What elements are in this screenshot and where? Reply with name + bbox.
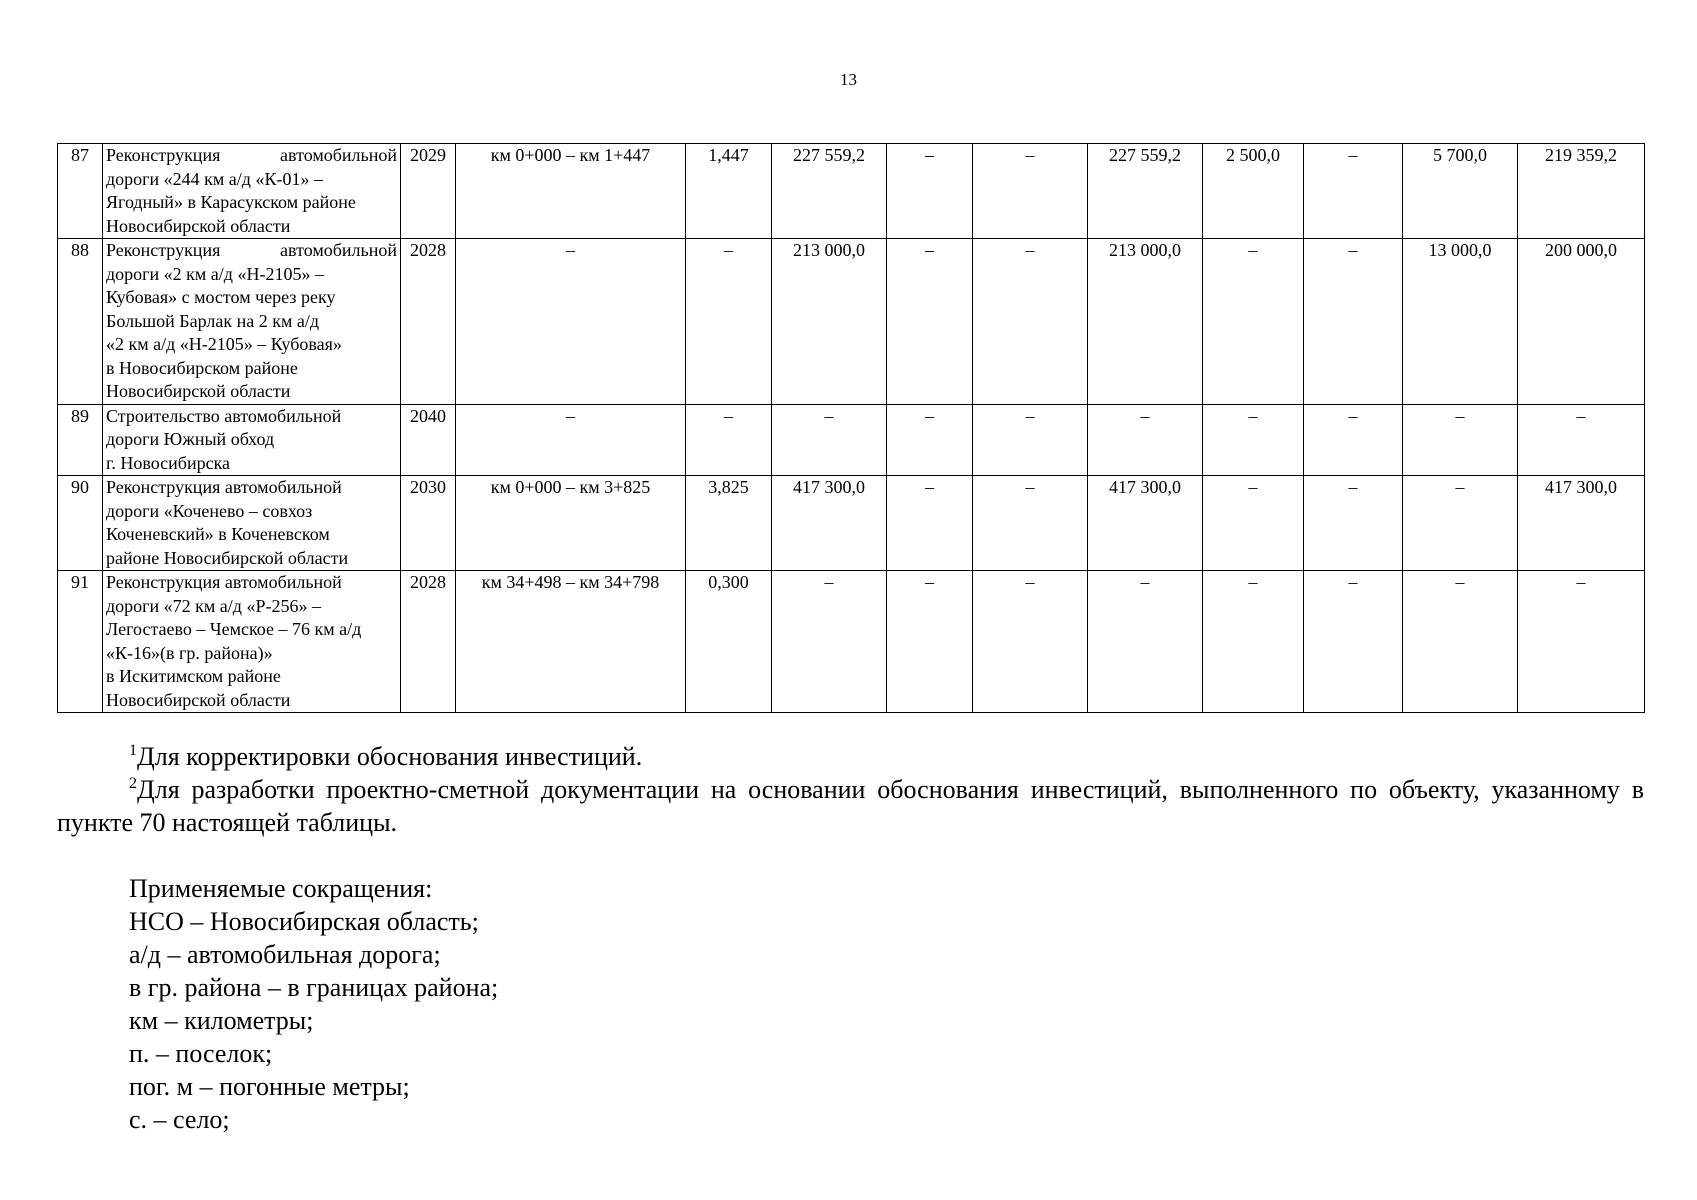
value-cell: – bbox=[1518, 571, 1645, 713]
value-cell: – bbox=[772, 404, 887, 476]
footnote-mark: 1 bbox=[129, 742, 137, 759]
object-name-line: дороги «72 км а/д «Р-256» – bbox=[106, 595, 321, 616]
value-cell: – bbox=[1304, 144, 1403, 239]
value-cell: 227 559,2 bbox=[772, 144, 887, 239]
objects-table bbox=[57, 143, 1645, 713]
abbreviations-title: Применяемые сокращения: bbox=[129, 874, 433, 903]
value-cell: 417 300,0 bbox=[1088, 476, 1203, 571]
value-cell: – bbox=[1403, 571, 1518, 713]
value-cell: – bbox=[1304, 476, 1403, 571]
footnote-text: Для разработки проектно-сметной документации на основании обоснования инвестиций, выполненного по объекту, указанному в пункте 70 настоящей таблицы. bbox=[57, 775, 1644, 837]
object-name-line: Реконструкция автомобильной bbox=[106, 572, 342, 592]
value-cell: – bbox=[1203, 571, 1304, 713]
object-name-line: Реконструкция автомобильной bbox=[106, 477, 342, 497]
value-cell: – bbox=[1088, 404, 1203, 476]
footnote-2 bbox=[57, 773, 1644, 839]
value-cell: 5 700,0 bbox=[1403, 144, 1518, 239]
length-cell: – bbox=[686, 239, 772, 405]
value-cell: 200 000,0 bbox=[1518, 239, 1645, 405]
abbreviation-item: пог. м – погонные метры; bbox=[129, 1072, 410, 1101]
value-cell: – bbox=[887, 144, 973, 239]
value-cell: – bbox=[1304, 571, 1403, 713]
object-name-line: Ягодный» в Карасукском районе bbox=[106, 192, 356, 212]
footnote-mark: 2 bbox=[129, 775, 137, 792]
footnote-1 bbox=[57, 740, 1644, 773]
row-number-cell: 87 bbox=[58, 144, 103, 239]
object-name-line: «К-16»(в гр. района)» bbox=[106, 642, 273, 663]
object-name-line: Реконструкция автомобильной bbox=[106, 145, 397, 165]
km-range-cell: км 0+000 – км 1+447 bbox=[456, 144, 686, 239]
value-cell: – bbox=[973, 239, 1088, 405]
length-cell: – bbox=[686, 404, 772, 476]
value-cell: – bbox=[887, 404, 973, 476]
row-number-cell: 91 bbox=[58, 571, 103, 713]
object-name-line: г. Новосибирска bbox=[106, 452, 231, 473]
km-range-cell: – bbox=[456, 239, 686, 405]
row-number-cell: 89 bbox=[58, 404, 103, 476]
object-name-line: Коченевский» в Коченевском bbox=[106, 524, 330, 544]
object-name-cell bbox=[103, 144, 401, 239]
value-cell: – bbox=[887, 571, 973, 713]
object-name-cell bbox=[103, 571, 401, 713]
length-cell: 1,447 bbox=[686, 144, 772, 239]
value-cell: – bbox=[1518, 404, 1645, 476]
object-name-line: дороги «2 км а/д «Н-2105» – bbox=[106, 263, 324, 284]
value-cell: – bbox=[973, 404, 1088, 476]
km-range-cell: – bbox=[456, 404, 686, 476]
object-name-line: Новосибирской области bbox=[106, 689, 291, 710]
value-cell: – bbox=[973, 144, 1088, 239]
year-cell: 2040 bbox=[401, 404, 456, 476]
table-row bbox=[58, 571, 1645, 713]
value-cell: 2 500,0 bbox=[1203, 144, 1304, 239]
value-cell: – bbox=[1403, 404, 1518, 476]
table-row bbox=[58, 144, 1645, 239]
object-name-line: Строительство автомобильной bbox=[106, 405, 342, 426]
year-cell: 2028 bbox=[401, 239, 456, 405]
object-name-line: Легостаево – Чемское – 76 км а/д bbox=[106, 619, 362, 639]
table-body bbox=[58, 144, 1645, 713]
value-cell: – bbox=[1403, 476, 1518, 571]
value-cell: – bbox=[973, 476, 1088, 571]
value-cell: 219 359,2 bbox=[1518, 144, 1645, 239]
value-cell: 13 000,0 bbox=[1403, 239, 1518, 405]
object-name-line: Новосибирской области bbox=[106, 381, 291, 401]
object-name-line: дороги Южный обход bbox=[106, 429, 275, 449]
value-cell: – bbox=[973, 571, 1088, 713]
abbreviation-item: НСО – Новосибирская область; bbox=[129, 907, 479, 936]
value-cell: 227 559,2 bbox=[1088, 144, 1203, 239]
notes-section bbox=[57, 740, 1644, 1136]
value-cell: – bbox=[1203, 476, 1304, 571]
abbreviation-item: п. – поселок; bbox=[129, 1039, 273, 1068]
length-cell: 3,825 bbox=[686, 476, 772, 571]
row-number-cell: 90 bbox=[58, 476, 103, 571]
table-row bbox=[58, 404, 1645, 476]
year-cell: 2028 bbox=[401, 571, 456, 713]
value-cell: – bbox=[772, 571, 887, 713]
object-name-line: районе Новосибирской области bbox=[106, 547, 349, 568]
value-cell: 417 300,0 bbox=[1518, 476, 1645, 571]
value-cell: – bbox=[1304, 404, 1403, 476]
year-cell: 2029 bbox=[401, 144, 456, 239]
table-row bbox=[58, 476, 1645, 571]
object-name-cell bbox=[103, 476, 401, 571]
value-cell: 213 000,0 bbox=[772, 239, 887, 405]
abbreviation-item: с. – село; bbox=[129, 1105, 230, 1134]
object-name-cell bbox=[103, 239, 401, 405]
table-row bbox=[58, 239, 1645, 405]
value-cell: – bbox=[1304, 239, 1403, 405]
footnote-text: Для корректировки обоснования инвестиций. bbox=[137, 742, 643, 771]
object-name-line: «2 км а/д «Н-2105» – Кубовая» bbox=[106, 334, 342, 354]
km-range-cell: км 0+000 – км 3+825 bbox=[456, 476, 686, 571]
object-name-line: в Новосибирском районе bbox=[106, 357, 298, 378]
value-cell: – bbox=[1203, 404, 1304, 476]
object-name-line: Реконструкция автомобильной bbox=[106, 240, 397, 260]
value-cell: – bbox=[1203, 239, 1304, 405]
object-name-cell bbox=[103, 404, 401, 476]
value-cell: 213 000,0 bbox=[1088, 239, 1203, 405]
value-cell: – bbox=[887, 239, 973, 405]
object-name-line: Новосибирской области bbox=[106, 215, 291, 236]
value-cell: – bbox=[1088, 571, 1203, 713]
value-cell: – bbox=[887, 476, 973, 571]
object-name-line: дороги «Коченево – совхоз bbox=[106, 500, 313, 521]
abbreviation-item: в гр. района – в границах района; bbox=[129, 973, 499, 1002]
length-cell: 0,300 bbox=[686, 571, 772, 713]
object-name-line: в Искитимском районе bbox=[106, 666, 281, 686]
value-cell: 417 300,0 bbox=[772, 476, 887, 571]
abbreviation-item: а/д – автомобильная дорога; bbox=[129, 940, 441, 969]
year-cell: 2030 bbox=[401, 476, 456, 571]
object-name-line: дороги «244 км а/д «К-01» – bbox=[106, 168, 323, 189]
object-name-line: Кубовая» с мостом через реку bbox=[106, 287, 336, 307]
row-number-cell: 88 bbox=[58, 239, 103, 405]
km-range-cell: км 34+498 – км 34+798 bbox=[456, 571, 686, 713]
page-number: 13 bbox=[840, 70, 857, 89]
object-name-line: Большой Барлак на 2 км а/д bbox=[106, 310, 319, 331]
abbreviation-item: км – километры; bbox=[129, 1006, 314, 1035]
